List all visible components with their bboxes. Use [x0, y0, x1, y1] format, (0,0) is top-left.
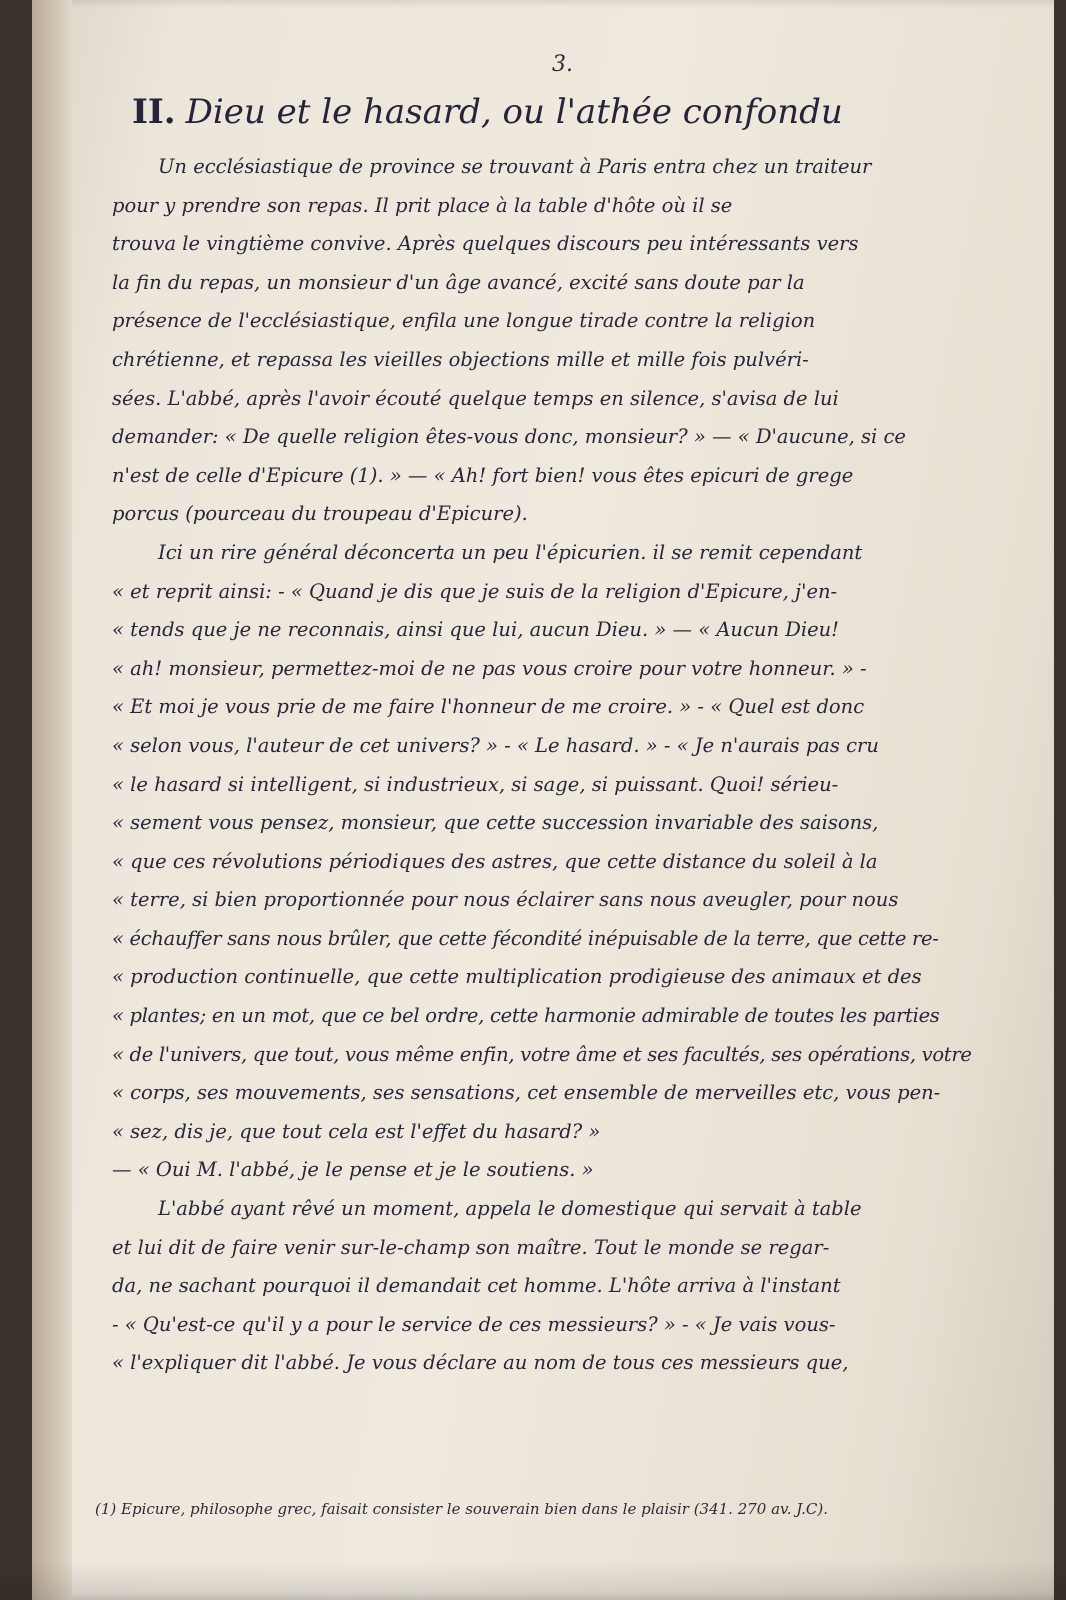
text-line: porcus (pourceau du troupeau d'Epicure).	[112, 502, 528, 526]
text-line: — « Oui M. l'abbé, je le pense et je le soutiens. »	[112, 1158, 594, 1182]
text-line: « que ces révolutions périodiques des astres, que cette distance du soleil à la	[112, 849, 878, 873]
text-line: « sez, dis je, que tout cela est l'effet du hasard? »	[112, 1119, 601, 1143]
text-line: - « Qu'est-ce qu'il y a pour le service de ces messieurs? » - « Je vais vous-	[112, 1312, 836, 1336]
text-line: « tends que je ne reconnais, ainsi que lui, aucun Dieu. » — « Aucun Dieu!	[112, 618, 840, 642]
section-heading	[132, 92, 1002, 132]
page-number: 3.	[552, 52, 573, 77]
text-line: la fin du repas, un monsieur d'un âge avancé, excité sans doute par la	[112, 270, 805, 294]
text-line: « et reprit ainsi: - « Quand je dis que je suis de la religion d'Epicure, j'en-	[112, 579, 838, 603]
text-line: « échauffer sans nous brûler, que cette fécondité inépuisable de la terre, que cette re-	[112, 926, 939, 950]
text-line: L'abbé ayant rêvé un moment, appela le domestique qui servait à table	[158, 1197, 862, 1221]
text-line: da, ne sachant pourquoi il demandait cet homme. L'hôte arriva à l'instant	[112, 1274, 841, 1298]
text-line: « de l'univers, que tout, vous même enfin, votre âme et ses facultés, ses opérations, votre	[112, 1042, 972, 1066]
section-title: Dieu et le hasard, ou l'athée confondu	[185, 92, 843, 132]
text-line: Un ecclésiastique de province se trouvant à Paris entra chez un traiteur	[158, 155, 872, 178]
text-line: demander: « De quelle religion êtes-vous donc, monsieur? » — « D'aucune, si ce	[112, 425, 906, 449]
text-line: « ah! monsieur, permettez-moi de ne pas vous croire pour votre honneur. » -	[112, 656, 867, 680]
handwritten-body	[112, 148, 1022, 1383]
text-line: « le hasard si intelligent, si industrieux, si sage, si puissant. Quoi! sérieu-	[112, 772, 839, 796]
text-line: « plantes; en un mot, que ce bel ordre, cette harmonie admirable de toutes les parties	[112, 1004, 940, 1028]
page-binding-edge	[32, 0, 72, 1600]
text-line: n'est de celle d'Epicure (1). » — « Ah! fort bien! vous êtes epicuri de grege	[112, 463, 854, 487]
text-line: pour y prendre son repas. Il prit place à la table d'hôte où il se	[112, 193, 733, 217]
text-line: et lui dit de faire venir sur-le-champ son maître. Tout le monde se regar-	[112, 1235, 830, 1259]
text-line: « selon vous, l'auteur de cet univers? » - « Le hasard. » - « Je n'aurais pas cru	[112, 733, 879, 757]
photo-shadow	[0, 1560, 1066, 1600]
text-line: « corps, ses mouvements, ses sensations, cet ensemble de merveilles etc, vous pen-	[112, 1081, 941, 1105]
text-line: chrétienne, et repassa les vieilles objections mille et mille fois pulvéri-	[112, 347, 809, 371]
text-line: « l'expliquer dit l'abbé. Je vous déclare au nom de tous ces messieurs que,	[112, 1351, 849, 1375]
text-line: présence de l'ecclésiastique, enfila une longue tirade contre la religion	[112, 309, 816, 333]
text-line: sées. L'abbé, après l'avoir écouté quelque temps en silence, s'avisa de lui	[112, 386, 839, 410]
footnote: (1) Epicure, philosophe grec, faisait consister le souverain bien dans le plaisir (341. 270 av. J.C).	[95, 1500, 828, 1518]
text-line: « production continuelle, que cette multiplication prodigieuse des animaux et des	[112, 965, 922, 989]
text-line: « Et moi je vous prie de me faire l'honneur de me croire. » - « Quel est donc	[112, 695, 865, 719]
text-line: trouva le vingtième convive. Après quelques discours peu intéressants vers	[112, 232, 859, 256]
section-number: II.	[132, 92, 176, 132]
text-line: Ici un rire général déconcerta un peu l'épicurien. il se remit cependant	[158, 540, 863, 564]
text-line: « terre, si bien proportionnée pour nous éclairer sans nous aveugler, pour nous	[112, 888, 899, 912]
text-line: « sement vous pensez, monsieur, que cette succession invariable des saisons,	[112, 811, 879, 835]
